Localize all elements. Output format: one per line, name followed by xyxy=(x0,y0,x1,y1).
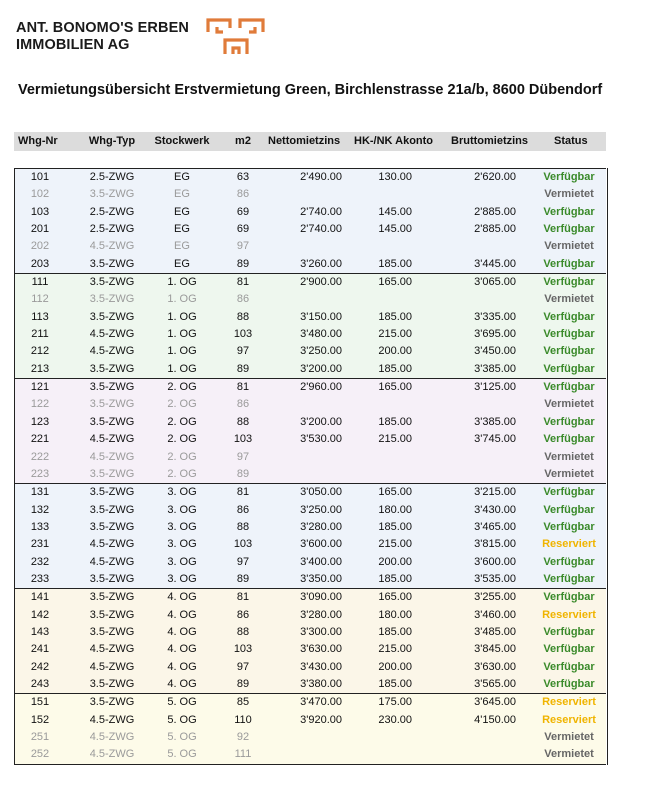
col-m2: m2 xyxy=(235,135,251,147)
cell-m2: 103 xyxy=(233,433,253,446)
cell-hk-nk-akonto: 200.00 xyxy=(378,660,412,673)
cell-whg-nr: 233 xyxy=(30,572,50,585)
cell-bruttomietzins: 3'465.00 xyxy=(474,520,516,533)
cell-stockwerk: EG xyxy=(174,205,190,218)
cell-bruttomietzins: 3'460.00 xyxy=(474,608,516,621)
cell-bruttomietzins: 3'745.00 xyxy=(474,433,516,446)
status-badge: Verfügbar xyxy=(543,625,595,638)
cell-hk-nk-akonto: 180.00 xyxy=(378,608,412,621)
status-badge: Verfügbar xyxy=(543,677,595,690)
cell-m2: 88 xyxy=(236,625,250,638)
cell-whg-typ: 3.5-ZWG xyxy=(89,591,135,604)
cell-nettomietzins: 3'200.00 xyxy=(300,362,342,375)
cell-whg-typ: 3.5-ZWG xyxy=(89,520,135,533)
cell-nettomietzins: 2'960.00 xyxy=(300,381,342,394)
cell-bruttomietzins: 3'430.00 xyxy=(474,503,516,516)
cell-stockwerk: 3. OG xyxy=(167,503,197,516)
cell-whg-nr: 143 xyxy=(30,625,50,638)
cell-hk-nk-akonto: 230.00 xyxy=(378,713,412,726)
cell-stockwerk: 5. OG xyxy=(167,713,197,726)
cell-nettomietzins: 3'250.00 xyxy=(300,345,342,358)
cell-whg-nr: 123 xyxy=(30,415,50,428)
cell-whg-nr: 113 xyxy=(31,310,49,323)
cell-whg-typ: 3.5-ZWG xyxy=(89,188,135,201)
status-badge: Reserviert xyxy=(542,538,596,551)
cell-hk-nk-akonto: 185.00 xyxy=(378,625,412,638)
cell-nettomietzins: 2'740.00 xyxy=(300,205,342,218)
cell-whg-nr: 151 xyxy=(30,696,50,709)
cell-hk-nk-akonto: 145.00 xyxy=(378,205,412,218)
cell-whg-nr: 202 xyxy=(30,240,50,253)
cell-whg-typ: 3.5-ZWG xyxy=(89,398,135,411)
cell-nettomietzins: 3'430.00 xyxy=(300,660,342,673)
cell-hk-nk-akonto: 165.00 xyxy=(378,486,412,499)
cell-stockwerk: 3. OG xyxy=(167,538,197,551)
cell-m2: 85 xyxy=(236,696,250,709)
cell-bruttomietzins: 3'385.00 xyxy=(474,362,516,375)
cell-whg-nr: 101 xyxy=(30,171,50,183)
cell-nettomietzins: 3'630.00 xyxy=(300,643,342,656)
cell-whg-nr: 241 xyxy=(30,643,50,656)
status-badge: Verfügbar xyxy=(543,328,595,341)
cell-whg-nr: 131 xyxy=(30,486,50,499)
cell-m2: 97 xyxy=(236,240,250,253)
cell-whg-typ: 3.5-ZWG xyxy=(89,293,135,306)
cell-bruttomietzins: 3'215.00 xyxy=(474,486,516,499)
cell-stockwerk: 2. OG xyxy=(167,467,197,480)
cell-nettomietzins: 3'200.00 xyxy=(300,415,342,428)
cell-nettomietzins: 2'490.00 xyxy=(300,171,342,183)
col-whg-nr: Whg-Nr xyxy=(18,135,58,147)
cell-hk-nk-akonto: 185.00 xyxy=(378,572,412,585)
col-whg-typ: Whg-Typ xyxy=(88,135,136,147)
cell-stockwerk: 2. OG xyxy=(167,450,197,463)
col-status: Status xyxy=(554,135,588,147)
status-badge: Verfügbar xyxy=(543,345,595,358)
cell-nettomietzins: 3'530.00 xyxy=(300,433,342,446)
cell-hk-nk-akonto: 185.00 xyxy=(378,257,412,270)
cell-whg-nr: 221 xyxy=(30,433,50,446)
cell-m2: 86 xyxy=(236,293,250,306)
col-stockwerk: Stockwerk xyxy=(154,135,210,147)
cell-hk-nk-akonto: 200.00 xyxy=(378,555,412,568)
status-badge: Vermietet xyxy=(544,293,594,306)
status-badge: Reserviert xyxy=(542,696,596,709)
cell-whg-nr: 223 xyxy=(30,467,50,480)
cell-m2: 86 xyxy=(236,188,250,201)
status-badge: Verfügbar xyxy=(543,310,595,323)
cell-nettomietzins: 3'380.00 xyxy=(300,677,342,690)
cell-bruttomietzins: 3'695.00 xyxy=(474,328,516,341)
status-badge: Reserviert xyxy=(542,713,596,726)
cell-m2: 110 xyxy=(234,713,252,726)
cell-stockwerk: 2. OG xyxy=(167,398,197,411)
cell-bruttomietzins: 3'445.00 xyxy=(474,257,516,270)
cell-hk-nk-akonto: 215.00 xyxy=(378,643,412,656)
cell-stockwerk: 1. OG xyxy=(167,345,197,358)
cell-nettomietzins: 3'260.00 xyxy=(300,257,342,270)
cell-whg-typ: 4.5-ZWG xyxy=(89,450,135,463)
cell-whg-typ: 3.5-ZWG xyxy=(89,257,135,270)
cell-hk-nk-akonto: 165.00 xyxy=(378,591,412,604)
cell-hk-nk-akonto: 215.00 xyxy=(378,433,412,446)
cell-m2: 97 xyxy=(236,555,250,568)
cell-whg-nr: 142 xyxy=(30,608,50,621)
cell-nettomietzins: 3'600.00 xyxy=(300,538,342,551)
cell-whg-nr: 132 xyxy=(30,503,50,516)
cell-whg-nr: 103 xyxy=(30,205,50,218)
cell-m2: 103 xyxy=(233,538,253,551)
cell-nettomietzins: 3'280.00 xyxy=(300,520,342,533)
company-logo-icon xyxy=(206,18,266,56)
cell-stockwerk: 3. OG xyxy=(167,572,197,585)
cell-m2: 88 xyxy=(236,415,250,428)
cell-stockwerk: 1. OG xyxy=(167,276,197,289)
cell-whg-typ: 3.5-ZWG xyxy=(89,310,135,323)
status-badge: Vermietet xyxy=(544,398,594,411)
status-badge: Verfügbar xyxy=(543,362,595,375)
cell-stockwerk: EG xyxy=(174,188,190,201)
cell-nettomietzins: 3'350.00 xyxy=(300,572,342,585)
cell-m2: 86 xyxy=(236,608,250,621)
cell-whg-typ: 4.5-ZWG xyxy=(89,538,135,551)
cell-whg-typ: 4.5-ZWG xyxy=(89,748,135,761)
cell-hk-nk-akonto: 185.00 xyxy=(378,362,412,375)
cell-hk-nk-akonto: 215.00 xyxy=(378,328,412,341)
status-badge: Vermietet xyxy=(544,731,594,743)
cell-whg-typ: 4.5-ZWG xyxy=(89,240,135,253)
cell-stockwerk: 4. OG xyxy=(167,608,197,621)
cell-hk-nk-akonto: 200.00 xyxy=(378,345,412,358)
status-badge: Verfügbar xyxy=(543,660,595,673)
cell-whg-nr: 211 xyxy=(31,328,49,341)
cell-m2: 63 xyxy=(236,171,250,183)
cell-m2: 103 xyxy=(233,328,253,341)
cell-bruttomietzins: 4'150.00 xyxy=(474,713,516,726)
col-hk-nk-akonto: HK-/NK Akonto xyxy=(354,135,434,147)
cell-bruttomietzins: 3'630.00 xyxy=(474,660,516,673)
status-badge: Verfügbar xyxy=(543,572,595,585)
cell-m2: 81 xyxy=(236,381,250,394)
status-badge: Verfügbar xyxy=(543,433,595,446)
cell-hk-nk-akonto: 145.00 xyxy=(378,223,412,236)
status-badge: Verfügbar xyxy=(543,171,595,183)
status-badge: Verfügbar xyxy=(543,643,595,656)
cell-stockwerk: EG xyxy=(174,240,190,253)
cell-hk-nk-akonto: 165.00 xyxy=(378,276,412,289)
cell-stockwerk: 4. OG xyxy=(167,677,197,690)
cell-whg-typ: 2.5-ZWG xyxy=(89,205,135,218)
cell-nettomietzins: 3'280.00 xyxy=(300,608,342,621)
cell-nettomietzins: 3'090.00 xyxy=(300,591,342,604)
cell-whg-typ: 3.5-ZWG xyxy=(89,572,135,585)
cell-stockwerk: EG xyxy=(174,223,190,236)
cell-stockwerk: 5. OG xyxy=(167,696,197,709)
table-frame xyxy=(14,168,608,765)
status-badge: Verfügbar xyxy=(543,415,595,428)
cell-m2: 97 xyxy=(236,660,250,673)
cell-bruttomietzins: 3'565.00 xyxy=(474,677,516,690)
status-badge: Verfügbar xyxy=(543,276,595,289)
cell-bruttomietzins: 3'450.00 xyxy=(474,345,516,358)
cell-hk-nk-akonto: 175.00 xyxy=(378,696,412,709)
cell-bruttomietzins: 3'335.00 xyxy=(474,310,516,323)
cell-m2: 89 xyxy=(236,362,250,375)
cell-nettomietzins: 3'400.00 xyxy=(300,555,342,568)
cell-bruttomietzins: 3'125.00 xyxy=(474,381,516,394)
cell-whg-nr: 222 xyxy=(30,450,50,463)
cell-whg-typ: 4.5-ZWG xyxy=(89,643,135,656)
cell-whg-nr: 121 xyxy=(30,381,50,394)
cell-bruttomietzins: 3'385.00 xyxy=(474,415,516,428)
cell-whg-typ: 4.5-ZWG xyxy=(89,731,135,743)
cell-whg-typ: 3.5-ZWG xyxy=(89,677,135,690)
company-name xyxy=(16,20,189,54)
cell-whg-typ: 3.5-ZWG xyxy=(89,381,135,394)
cell-nettomietzins: 3'470.00 xyxy=(300,696,342,709)
cell-nettomietzins: 3'300.00 xyxy=(300,625,342,638)
cell-hk-nk-akonto: 185.00 xyxy=(378,310,412,323)
table-header xyxy=(14,132,606,151)
cell-m2: 81 xyxy=(236,276,250,289)
cell-whg-typ: 3.5-ZWG xyxy=(89,276,135,289)
cell-whg-nr: 242 xyxy=(30,660,50,673)
status-badge: Vermietet xyxy=(544,748,594,761)
cell-m2: 88 xyxy=(236,520,250,533)
cell-m2: 111 xyxy=(234,748,252,761)
cell-nettomietzins: 3'480.00 xyxy=(300,328,342,341)
cell-stockwerk: 4. OG xyxy=(167,591,197,604)
cell-whg-typ: 3.5-ZWG xyxy=(89,608,135,621)
cell-stockwerk: 1. OG xyxy=(167,362,197,375)
cell-whg-nr: 112 xyxy=(31,293,49,306)
cell-stockwerk: 4. OG xyxy=(167,660,197,673)
cell-bruttomietzins: 3'845.00 xyxy=(474,643,516,656)
cell-hk-nk-akonto: 185.00 xyxy=(378,677,412,690)
status-badge: Verfügbar xyxy=(543,205,595,218)
cell-m2: 89 xyxy=(236,572,250,585)
cell-stockwerk: 4. OG xyxy=(167,625,197,638)
cell-stockwerk: EG xyxy=(174,171,190,183)
cell-whg-typ: 4.5-ZWG xyxy=(89,345,135,358)
cell-whg-nr: 203 xyxy=(30,257,50,270)
cell-bruttomietzins: 3'815.00 xyxy=(474,538,516,551)
cell-m2: 89 xyxy=(236,677,250,690)
company-name-line2: IMMOBILIEN AG xyxy=(16,37,130,53)
cell-stockwerk: 4. OG xyxy=(167,643,197,656)
cell-stockwerk: 1. OG xyxy=(167,310,197,323)
status-badge: Vermietet xyxy=(544,240,594,253)
status-badge: Verfügbar xyxy=(543,503,595,516)
cell-nettomietzins: 3'920.00 xyxy=(300,713,342,726)
cell-m2: 88 xyxy=(236,310,250,323)
cell-stockwerk: 3. OG xyxy=(167,486,197,499)
status-badge: Verfügbar xyxy=(543,486,595,499)
cell-whg-nr: 232 xyxy=(30,555,50,568)
cell-m2: 97 xyxy=(236,345,250,358)
cell-whg-typ: 3.5-ZWG xyxy=(89,362,135,375)
cell-nettomietzins: 2'900.00 xyxy=(300,276,342,289)
company-name-line1: ANT. BONOMO'S ERBEN xyxy=(16,20,189,36)
cell-hk-nk-akonto: 185.00 xyxy=(378,415,412,428)
cell-whg-nr: 251 xyxy=(30,731,50,743)
cell-whg-typ: 4.5-ZWG xyxy=(89,433,135,446)
status-badge: Verfügbar xyxy=(543,591,595,604)
col-bruttomietzins: Bruttomietzins xyxy=(451,135,528,147)
cell-stockwerk: 3. OG xyxy=(167,520,197,533)
status-badge: Verfügbar xyxy=(543,520,595,533)
cell-stockwerk: 1. OG xyxy=(167,328,197,341)
cell-hk-nk-akonto: 185.00 xyxy=(378,520,412,533)
cell-stockwerk: 3. OG xyxy=(167,555,197,568)
cell-m2: 81 xyxy=(236,486,250,499)
status-badge: Verfügbar xyxy=(543,223,595,236)
cell-m2: 69 xyxy=(236,223,250,236)
cell-m2: 69 xyxy=(236,205,250,218)
cell-bruttomietzins: 3'600.00 xyxy=(474,555,516,568)
cell-whg-nr: 243 xyxy=(30,677,50,690)
status-badge: Vermietet xyxy=(544,450,594,463)
cell-hk-nk-akonto: 215.00 xyxy=(378,538,412,551)
cell-stockwerk: EG xyxy=(174,257,190,270)
cell-whg-typ: 3.5-ZWG xyxy=(89,625,135,638)
cell-m2: 103 xyxy=(233,643,253,656)
cell-m2: 81 xyxy=(236,591,250,604)
cell-whg-typ: 4.5-ZWG xyxy=(89,713,135,726)
cell-whg-nr: 141 xyxy=(30,591,50,604)
header xyxy=(16,18,656,58)
status-badge: Reserviert xyxy=(542,608,596,621)
cell-stockwerk: 2. OG xyxy=(167,433,197,446)
col-nettomietzins: Nettomietzins xyxy=(268,135,341,147)
cell-whg-typ: 3.5-ZWG xyxy=(89,486,135,499)
cell-hk-nk-akonto: 180.00 xyxy=(378,503,412,516)
cell-hk-nk-akonto: 165.00 xyxy=(378,381,412,394)
status-badge: Verfügbar xyxy=(543,381,595,394)
cell-m2: 89 xyxy=(236,257,250,270)
cell-whg-typ: 3.5-ZWG xyxy=(89,503,135,516)
status-badge: Verfügbar xyxy=(543,257,595,270)
cell-whg-nr: 111 xyxy=(31,276,49,289)
cell-whg-nr: 213 xyxy=(30,362,50,375)
status-badge: Vermietet xyxy=(544,188,594,201)
cell-stockwerk: 2. OG xyxy=(167,415,197,428)
cell-bruttomietzins: 3'485.00 xyxy=(474,625,516,638)
cell-stockwerk: 2. OG xyxy=(167,381,197,394)
cell-whg-typ: 3.5-ZWG xyxy=(89,696,135,709)
cell-whg-typ: 2.5-ZWG xyxy=(89,171,135,183)
status-badge: Vermietet xyxy=(544,467,594,480)
cell-whg-nr: 212 xyxy=(30,345,50,358)
cell-whg-typ: 4.5-ZWG xyxy=(89,328,135,341)
cell-whg-nr: 231 xyxy=(30,538,50,551)
cell-m2: 92 xyxy=(236,731,250,743)
cell-bruttomietzins: 3'065.00 xyxy=(474,276,516,289)
cell-stockwerk: 1. OG xyxy=(167,293,197,306)
cell-hk-nk-akonto: 130.00 xyxy=(378,171,412,183)
cell-bruttomietzins: 2'885.00 xyxy=(474,205,516,218)
status-badge: Verfügbar xyxy=(543,555,595,568)
cell-bruttomietzins: 3'645.00 xyxy=(474,696,516,709)
cell-whg-typ: 4.5-ZWG xyxy=(89,660,135,673)
cell-m2: 86 xyxy=(236,503,250,516)
cell-stockwerk: 5. OG xyxy=(167,731,197,743)
cell-whg-nr: 102 xyxy=(30,188,50,201)
cell-nettomietzins: 3'150.00 xyxy=(300,310,342,323)
cell-whg-typ: 2.5-ZWG xyxy=(89,223,135,236)
cell-whg-typ: 3.5-ZWG xyxy=(89,415,135,428)
cell-whg-typ: 3.5-ZWG xyxy=(89,467,135,480)
cell-m2: 97 xyxy=(236,450,250,463)
cell-whg-nr: 152 xyxy=(30,713,50,726)
cell-whg-nr: 252 xyxy=(30,748,50,761)
cell-bruttomietzins: 2'885.00 xyxy=(474,223,516,236)
cell-nettomietzins: 3'250.00 xyxy=(300,503,342,516)
cell-m2: 89 xyxy=(236,467,250,480)
cell-bruttomietzins: 2'620.00 xyxy=(474,171,516,183)
cell-whg-nr: 122 xyxy=(30,398,50,411)
cell-whg-nr: 133 xyxy=(30,520,50,533)
cell-bruttomietzins: 3'535.00 xyxy=(474,572,516,585)
cell-nettomietzins: 2'740.00 xyxy=(300,223,342,236)
cell-whg-typ: 4.5-ZWG xyxy=(89,555,135,568)
cell-nettomietzins: 3'050.00 xyxy=(300,486,342,499)
page-title: Vermietungsübersicht Erstvermietung Green, Birchlenstrasse 21a/b, 8600 Dübendorf xyxy=(18,82,603,98)
cell-m2: 86 xyxy=(236,398,250,411)
cell-whg-nr: 201 xyxy=(30,223,50,236)
cell-stockwerk: 5. OG xyxy=(167,748,197,761)
cell-bruttomietzins: 3'255.00 xyxy=(474,591,516,604)
